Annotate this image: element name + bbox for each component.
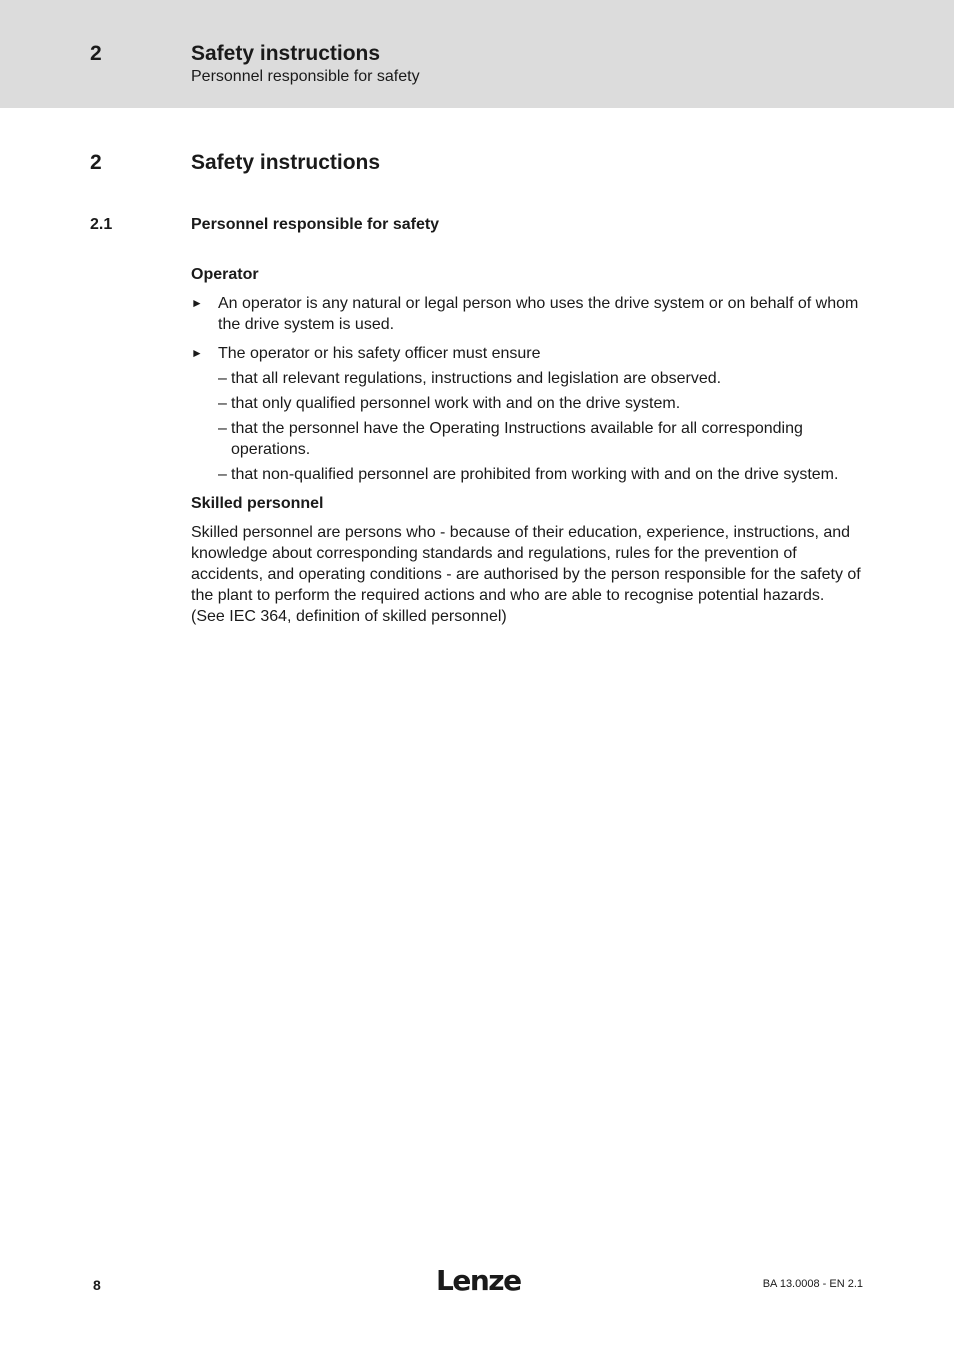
dash-text: that the personnel have the Operating Instructions available for all corresponding operations. — [231, 420, 803, 458]
skilled-personnel-heading: Skilled personnel — [191, 495, 324, 512]
dash-text: that non-qualified personnel are prohibited from working with and on the drive system. — [231, 466, 839, 483]
triangle-bullet-icon: ► — [191, 296, 203, 310]
dash-text: that all relevant regulations, instructions and legislation are observed. — [231, 370, 722, 387]
ensure-list-item — [191, 393, 867, 414]
dash-marker: – — [218, 370, 227, 387]
page-number: 8 — [93, 1277, 101, 1293]
skilled-personnel-paragraph: Skilled personnel are persons who - because of their education, experience, instructions, and knowledge about corresponding standards and regulations, rules for the prevention of accidents, and operating conditions - are authorised by the person responsible for the safety of the plant to perform the required actions and who are able to recognise potential hazards. — [191, 524, 861, 604]
page-header-band — [0, 0, 954, 108]
operator-heading: Operator — [191, 266, 259, 283]
document-id: BA 13.0008 - EN 2.1 — [762, 1278, 863, 1290]
skilled-personnel-reference: (See IEC 364, definition of skilled personnel) — [191, 608, 507, 625]
subsection-number: 2.1 — [90, 216, 113, 233]
subsection-title: Personnel responsible for safety — [191, 216, 440, 233]
dash-marker: – — [218, 420, 227, 437]
ensure-list-item — [191, 368, 867, 389]
header-subtitle: Personnel responsible for safety — [191, 68, 420, 85]
lenze-logo: Lenze — [436, 1264, 521, 1297]
dash-marker: – — [218, 395, 227, 412]
triangle-bullet-icon: ► — [191, 346, 203, 360]
bullet-text: The operator or his safety officer must ensure — [218, 345, 541, 362]
ensure-list-item — [191, 464, 867, 485]
body-content — [191, 264, 867, 627]
section-number: 2 — [90, 151, 102, 174]
dash-marker: – — [218, 466, 227, 483]
ensure-list-item — [191, 418, 867, 460]
operator-bullet-item — [191, 343, 867, 364]
ensure-list — [191, 368, 867, 485]
operator-bullet-item — [191, 293, 867, 335]
dash-text: that only qualified personnel work with and on the drive system. — [231, 395, 681, 412]
bullet-text: An operator is any natural or legal person who uses the drive system or on behalf of whom the drive system is used. — [218, 295, 859, 333]
section-title: Safety instructions — [191, 151, 381, 174]
header-chapter-title: Safety instructions — [191, 42, 381, 65]
header-chapter-number: 2 — [90, 42, 102, 65]
